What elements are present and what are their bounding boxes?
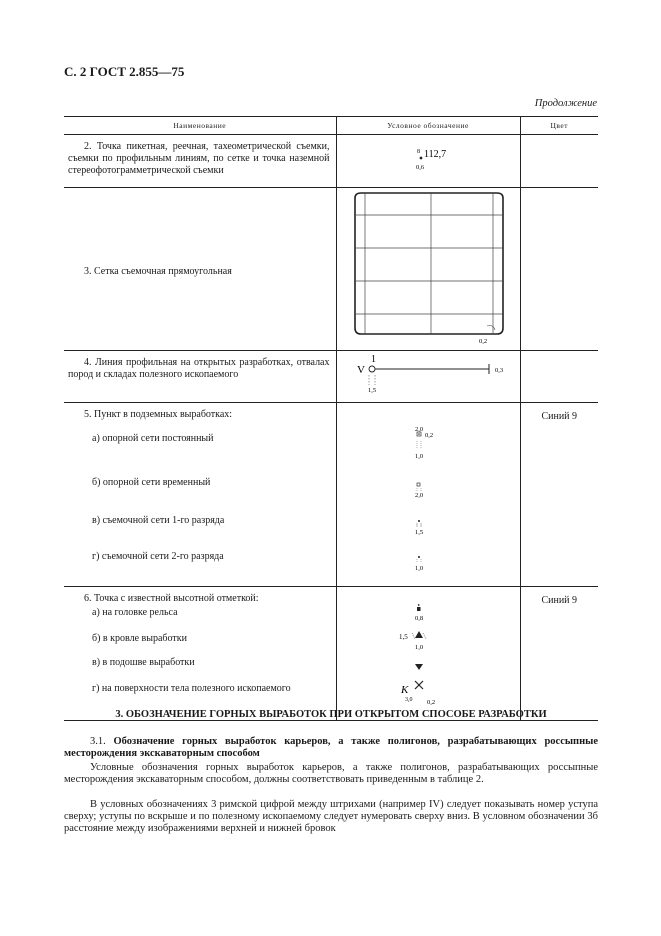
row2-sym-small: 8 (416, 149, 420, 155)
row2-sym-dim: 0,6 (415, 164, 424, 171)
paragraph-3-1-title: Обозначение горных выработок карьеров, а также полигонов, разрабатывающих россыпные месторождения экскаваторным способом (64, 736, 599, 759)
row5-color: Синий 9 (541, 411, 578, 422)
row6-b-dim1: 1,5 (398, 633, 408, 641)
row6-a-dim1: 0,8 (414, 615, 423, 622)
picket-point-symbol (337, 135, 521, 183)
row4-sym-top: 1 (370, 354, 376, 365)
table-row (64, 403, 598, 587)
page-header: С. 2 ГОСТ 2.855—75 (64, 64, 185, 79)
row6-color: Синий 9 (541, 595, 578, 606)
header-color: Цвет (520, 117, 598, 135)
paragraph-3-1-number: 3.1. (90, 736, 114, 747)
row4-sym-bottom: 1,5 (367, 387, 376, 394)
table-row (64, 135, 598, 188)
section-title: 3. ОБОЗНАЧЕНИЕ ГОРНЫХ ВЫРАБОТОК ПРИ ОТКРЫТОМ СПОСОБЕ РАЗРАБОТКИ (115, 709, 547, 720)
row2-sym-label: 112,7 (423, 149, 446, 160)
row5-c-dim1: 1,5 (414, 529, 423, 536)
row4-sym-right: 0,3 (494, 367, 503, 374)
row5-b-dim1: 2,0 (414, 492, 423, 499)
paragraph-body-1: Условные обозначения горных выработок карьеров, а также полигонов, разрабатывающих россыпные месторождения экскаваторным способом, должны соответствовать приведенным в таблице 2. (64, 762, 598, 785)
elevation-points-symbols (337, 587, 521, 716)
row5-name: 5. Пункт в подземных выработках: (84, 409, 233, 420)
row6-d-dim2: 3,0 (404, 697, 412, 703)
row5-item-d: г) съемочной сети 2-го разряда (92, 551, 224, 562)
profile-line-symbol (337, 351, 521, 398)
row6-item-d: г) на поверхности тела полезного ископаемого (92, 683, 291, 694)
continuation-label: Продолжение (534, 98, 597, 109)
paragraph-body-2: В условных обозначениях 3 римской цифрой между штрихами (например IV) следует показывать номер уступа сверху; уступы по вскрыше и по полезному ископаемому следует нумеровать сверху вниз. В условном обозначении 3б расстояние между изображениями верхней и нижней бровок (64, 799, 598, 834)
row6-item-b: б) в кровле выработки (92, 633, 187, 644)
symbols-table (64, 116, 598, 721)
table-row (64, 188, 598, 351)
row5-a-dim1: 2,0 (414, 426, 423, 433)
row5-item-a: а) опорной сети постоянный (92, 433, 214, 444)
row6-d-dim3: 0,2 (426, 699, 435, 706)
header-symbol: Условное обозначение (336, 117, 520, 135)
table-row (64, 587, 598, 721)
row6-d-dim1: K (400, 684, 408, 696)
table-row (64, 351, 598, 403)
row6-item-c: в) в подошве выработки (92, 657, 195, 668)
grid-symbol (337, 188, 521, 346)
row6-b-dim2: 1,0 (414, 644, 423, 651)
row5-item-c: в) съемочной сети 1-го разряда (92, 515, 225, 526)
row2-name: 2. Точка пикетная, реечная, тахеометрической съемки, съемки по профильным линиям, по сетке и точка наземной стереофотограмметрической съемки (68, 141, 330, 176)
row6-name: 6. Точка с известной высотной отметкой: (84, 593, 259, 604)
row3-sym-dim: 0,2 (478, 338, 487, 345)
row4-sym-left: V (356, 364, 365, 376)
header-name: Наименование (64, 117, 336, 135)
underground-points-symbols (337, 403, 521, 582)
row3-name: 3. Сетка съемочная прямоугольная (84, 266, 232, 277)
row5-item-b: б) опорной сети временный (92, 477, 211, 488)
row5-d-dim1: 1,0 (414, 565, 423, 572)
row6-item-a: а) на головке рельса (92, 607, 178, 618)
row4-name: 4. Линия профильная на открытых разработках, отвалах пород и складах полезного ископаемого (68, 357, 330, 380)
row5-a-dim2: 0,2 (424, 432, 433, 439)
row5-a-dim3: 1,0 (414, 453, 423, 460)
paragraph-3-1 (64, 736, 598, 760)
